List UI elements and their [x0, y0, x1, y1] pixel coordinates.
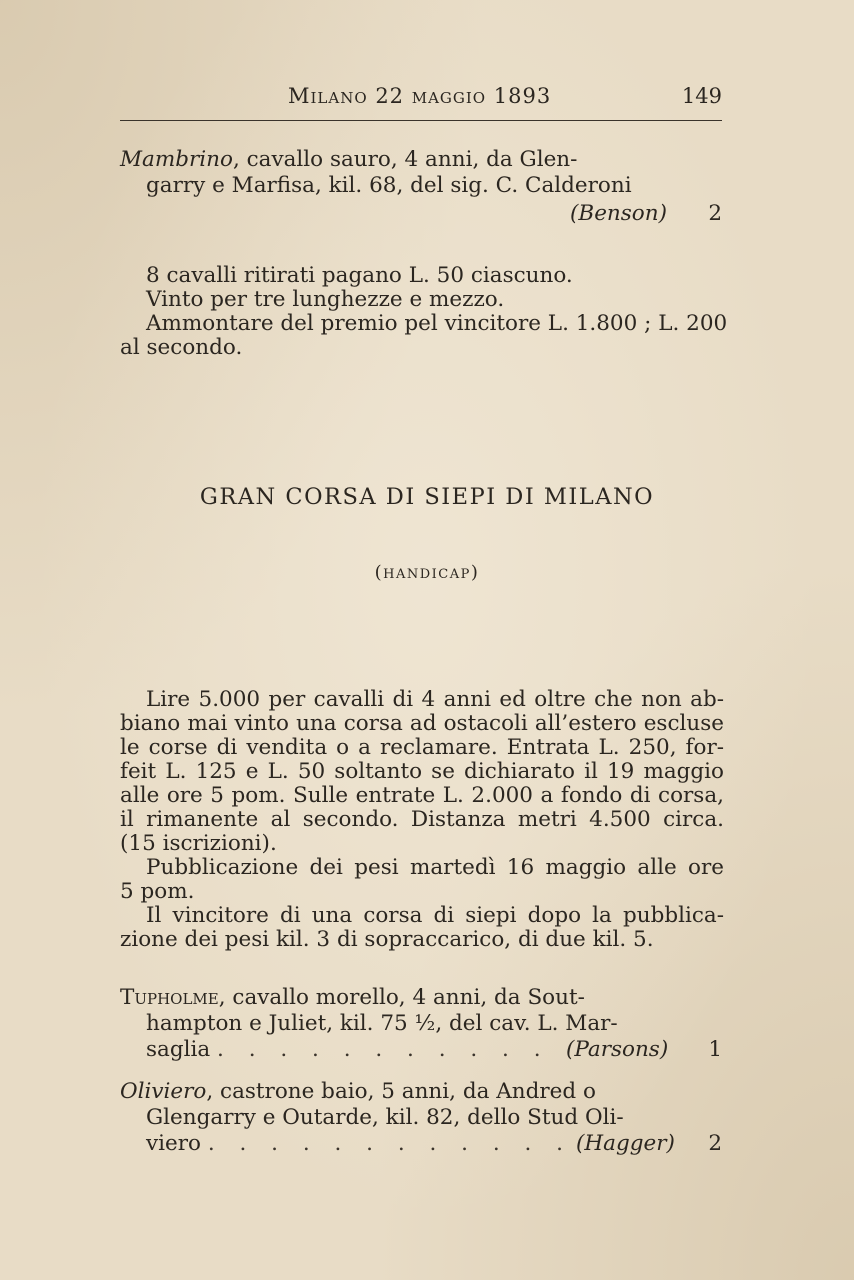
condition-line: (15 iscrizioni).	[120, 831, 277, 856]
entry-top-line-2: garry e Marfisa, kil. 68, del sig. C. Calderoni	[146, 173, 632, 198]
result-1-line-2: hampton e Juliet, kil. 75 ½, del cav. L. Mar-	[146, 1011, 618, 1036]
result-text: viero	[146, 1131, 201, 1156]
entry-top-line-3	[570, 202, 724, 226]
condition-line: il rimanente al secondo. Distanza metri 4.500 circa.	[120, 807, 724, 832]
note-line-3: Ammontare del premio pel vincitore L. 1.800 ; L. 200	[146, 311, 728, 336]
leader-dots: . . . . . . . . . . .	[217, 1037, 550, 1062]
result-2-line-3	[146, 1132, 724, 1156]
condition-line: Pubblicazione dei pesi martedì 16 maggio alle ore	[146, 855, 724, 880]
race-subtitle: (handicap)	[374, 562, 480, 583]
result-text: , cavallo morello, 4 anni, da Sout-	[218, 985, 585, 1010]
placing: 2	[708, 201, 722, 226]
page-number: 149	[681, 84, 722, 108]
running-header	[120, 84, 724, 116]
placing: 2	[708, 1131, 722, 1156]
condition-line: zione dei pesi kil. 3 di sopraccarico, di due kil. 5.	[120, 927, 654, 952]
note-line-4: al secondo.	[120, 335, 243, 360]
header-title: Milano 22 maggio 1893	[288, 84, 552, 108]
horse-name: Mambrino	[120, 147, 233, 172]
note-line-2: Vinto per tre lunghezze e mezzo.	[146, 287, 505, 312]
note-line-1: 8 cavalli ritirati pagano L. 50 ciascuno.	[146, 263, 573, 288]
result-1-line-1	[120, 986, 684, 1010]
race-title: GRAN CORSA DI SIEPI DI MILANO	[199, 484, 655, 510]
result-2-line-1	[120, 1080, 684, 1104]
jockey-name: (Hagger)	[576, 1131, 675, 1156]
condition-line: Lire 5.000 per cavalli di 4 anni ed oltre che non ab-	[146, 687, 724, 712]
jockey-name: (Benson)	[570, 201, 667, 226]
result-text: saglia	[146, 1037, 211, 1062]
leader-dots: . . . . . . . . . . . .	[207, 1131, 572, 1156]
horse-name: Tupholme	[120, 985, 219, 1010]
jockey-name: (Parsons)	[566, 1037, 669, 1062]
condition-line: feit L. 125 e L. 50 soltanto se dichiarato il 19 maggio	[120, 759, 724, 784]
condition-line: 5 pom.	[120, 879, 195, 904]
result-1-line-3	[146, 1038, 724, 1062]
result-2-line-2: Glengarry e Outarde, kil. 82, dello Stud Oli-	[146, 1105, 624, 1130]
placing: 1	[708, 1037, 722, 1062]
header-rule	[120, 120, 722, 121]
entry-top-line-1	[120, 148, 684, 172]
condition-line: alle ore 5 pom. Sulle entrate L. 2.000 a fondo di corsa,	[120, 783, 724, 808]
horse-name: Oliviero	[120, 1079, 207, 1104]
condition-line: biano mai vinto una corsa ad ostacoli all’estero escluse	[120, 711, 724, 736]
result-text: , castrone baio, 5 anni, da Andred o	[206, 1079, 596, 1104]
condition-line: Il vincitore di una corsa di siepi dopo la pubblica-	[146, 903, 724, 928]
condition-line: le corse di vendita o a reclamare. Entrata L. 250, for-	[120, 735, 724, 760]
entry-text: , cavallo sauro, 4 anni, da Glen-	[232, 147, 578, 172]
